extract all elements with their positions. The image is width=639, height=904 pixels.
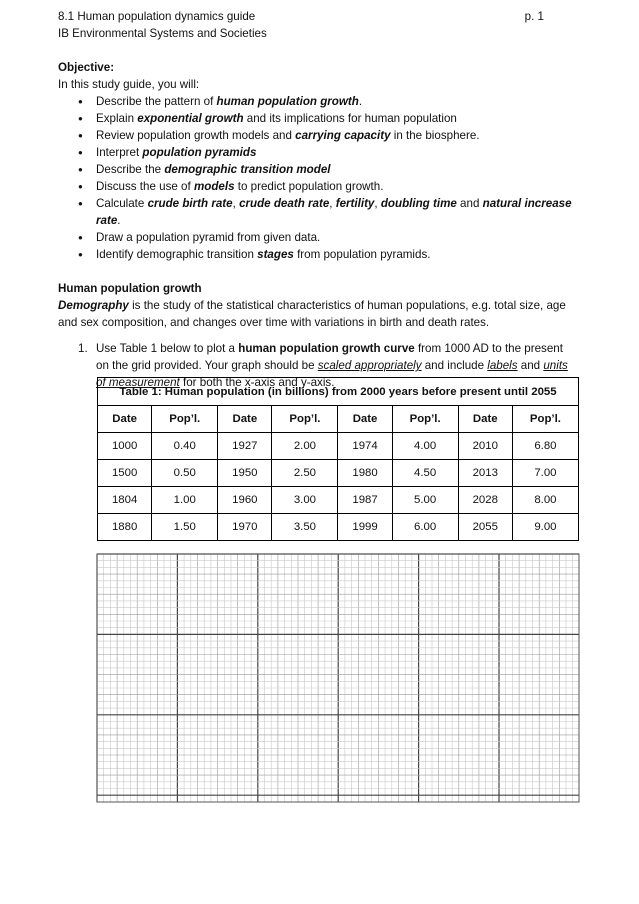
col-header-date: Date [338, 406, 392, 433]
table-cell: 2.50 [272, 460, 338, 487]
table-cell: 0.50 [152, 460, 218, 487]
col-header-pop: Pop’l. [512, 406, 578, 433]
col-header-date: Date [98, 406, 152, 433]
table-cell: 1500 [98, 460, 152, 487]
table-row [98, 460, 579, 487]
col-header-date: Date [458, 406, 512, 433]
table-cell: 8.00 [512, 487, 578, 514]
table-cell: 1987 [338, 487, 392, 514]
table-caption: Table 1: Human population (in billions) from 2000 years before present until 2055 [98, 378, 579, 406]
objective-item: ● Explain exponential growth and its implications for human population [78, 110, 580, 127]
page-header [58, 8, 580, 25]
objective-item: ● Describe the demographic transition model [78, 161, 580, 178]
table-cell: 1880 [98, 514, 152, 541]
table-cell: 1927 [218, 433, 272, 460]
demography-definition: Demography is the study of the statistical characteristics of human populations, e.g. total size, age and sex composition, and changes over time with variations in birth and death rates. [58, 299, 566, 329]
table-row [98, 514, 579, 541]
table-header-row [98, 406, 579, 433]
guide-title: 8.1 Human population dynamics guide [58, 10, 256, 23]
table-cell: 2055 [458, 514, 512, 541]
page-number: p. 1 [524, 10, 544, 23]
col-header-date: Date [218, 406, 272, 433]
objective-item: ● Draw a population pyramid from given data. [78, 229, 580, 246]
table-cell: 1804 [98, 487, 152, 514]
table-cell: 5.00 [392, 487, 458, 514]
table-row [98, 487, 579, 514]
table-cell: 1970 [218, 514, 272, 541]
table-cell: 4.00 [392, 433, 458, 460]
objective-intro: In this study guide, you will: [58, 78, 200, 91]
table-cell: 2010 [458, 433, 512, 460]
objective-item-calculate: ● Calculate crude birth rate, crude death rate, fertility, doubling time and natural increase rate. [78, 195, 580, 229]
objective-list [58, 93, 580, 263]
table-cell: 1980 [338, 460, 392, 487]
table-row [98, 433, 579, 460]
table-cell: 2.00 [272, 433, 338, 460]
table-cell: 1960 [218, 487, 272, 514]
population-table [97, 377, 579, 541]
table-cell: 1000 [98, 433, 152, 460]
objective-item: ● Review population growth models and carrying capacity in the biosphere. [78, 127, 580, 144]
objective-item: ● Interpret population pyramids [78, 144, 580, 161]
objective-item: ● Discuss the use of models to predict population growth. [78, 178, 580, 195]
col-header-pop: Pop’l. [392, 406, 458, 433]
table-cell: 6.80 [512, 433, 578, 460]
table-cell: 1.00 [152, 487, 218, 514]
table-cell: 9.00 [512, 514, 578, 541]
document-page [58, 8, 580, 391]
table-cell: 0.40 [152, 433, 218, 460]
table-cell: 1950 [218, 460, 272, 487]
table-cell: 7.00 [512, 460, 578, 487]
table-cell: 1.50 [152, 514, 218, 541]
table-cell: 1974 [338, 433, 392, 460]
table-cell: 1999 [338, 514, 392, 541]
graph-paper-grid[interactable] [95, 552, 581, 804]
question-1: 1. Use Table 1 below to plot a human population growth curve from 1000 AD to the present on the grid provided. Your graph should be scaled appropriately and include labels and units of measurement for both the x-axis and y-axis. [78, 342, 568, 389]
table-cell: 2028 [458, 487, 512, 514]
growth-heading: Human population growth [58, 282, 202, 295]
table-cell: 3.00 [272, 487, 338, 514]
col-header-pop: Pop’l. [272, 406, 338, 433]
course-name: IB Environmental Systems and Societies [58, 27, 267, 40]
objective-item: ● Identify demographic transition stages from population pyramids. [78, 246, 580, 263]
col-header-pop: Pop’l. [152, 406, 218, 433]
table-cell: 4.50 [392, 460, 458, 487]
objective-heading: Objective: [58, 61, 115, 74]
table-cell: 2013 [458, 460, 512, 487]
table-cell: 3.50 [272, 514, 338, 541]
objective-item: ● Describe the pattern of human population growth. [78, 93, 580, 110]
question-number: 1. [78, 342, 88, 355]
table-cell: 6.00 [392, 514, 458, 541]
